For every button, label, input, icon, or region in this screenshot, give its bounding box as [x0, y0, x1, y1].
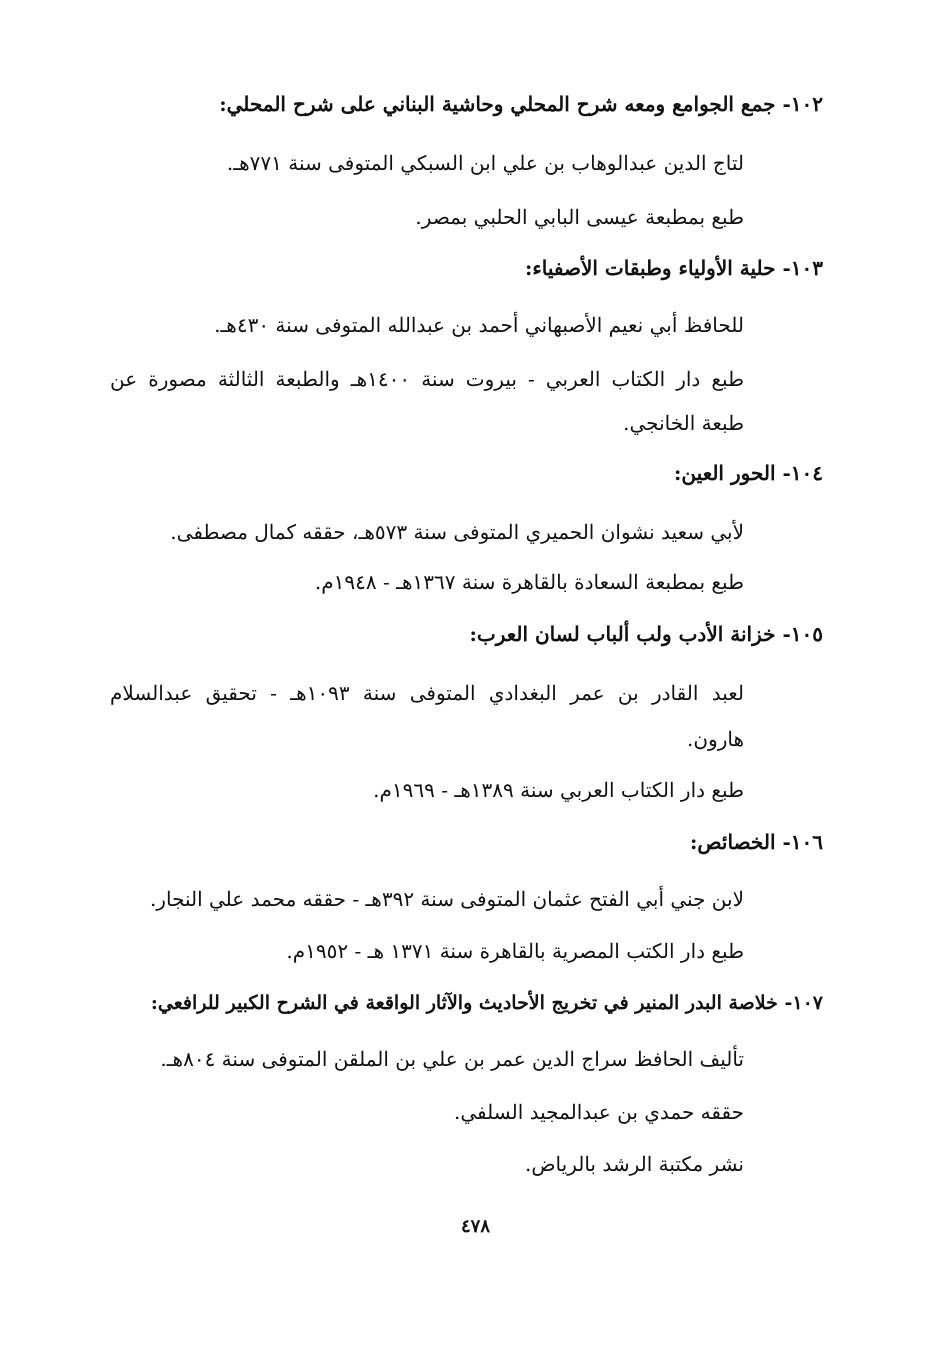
entry-line: لأبي سعيد نشوان الحميري المتوفى سنة ٥٧٣هـ، حققه كمال مصطفى. [170, 520, 744, 544]
entry-line: لتاج الدين عبدالوهاب بن علي ابن السبكي المتوفى سنة ٧٧١هـ. [226, 151, 744, 175]
entry-line: للحافظ أبي نعيم الأصبهاني أحمد بن عبدالله المتوفى سنة ٤٣٠هـ. [214, 313, 744, 337]
entry-line: نشر مكتبة الرشد بالرياض. [525, 1152, 744, 1176]
page-number: ٤٧٨ [460, 1216, 490, 1237]
entry-line: طبع دار الكتاب العربي - بيروت سنة ١٤٠٠هـ والطبعة الثالثة مصورة عن [110, 367, 744, 391]
entry-heading-105: ١٠٥- خزانة الأدب ولب ألباب لسان العرب: [469, 622, 823, 646]
entry-line: طبع بمطبعة السعادة بالقاهرة سنة ١٣٦٧هـ - ١٩٤٨م. [314, 570, 744, 594]
entry-heading-106: ١٠٦- الخصائص: [690, 830, 823, 854]
entry-line: طبع دار الكتب المصرية بالقاهرة سنة ١٣٧١ هـ - ١٩٥٢م. [286, 939, 744, 963]
entry-line: طبع دار الكتاب العربي سنة ١٣٨٩هـ - ١٩٦٩م. [373, 778, 744, 802]
entry-line: تأليف الحافظ سراج الدين عمر بن علي بن الملقن المتوفى سنة ٨٠٤هـ. [160, 1047, 744, 1071]
entry-line: حققه حمدي بن عبدالمجيد السلفي. [454, 1100, 744, 1124]
entry-line: لابن جني أبي الفتح عثمان المتوفى سنة ٣٩٢هـ - حققه محمد علي النجار. [149, 887, 744, 911]
entry-line: هارون. [686, 727, 744, 751]
entry-line: طبع بمطبعة عيسى البابي الحلبي بمصر. [415, 205, 744, 229]
entry-heading-104: ١٠٤- الحور العين: [674, 461, 823, 485]
entry-heading-103: ١٠٣- حلية الأولياء وطبقات الأصفياء: [524, 256, 823, 280]
entry-heading-107: ١٠٧- خلاصة البدر المنير في تخريج الأحاديث والآثار الواقعة في الشرح الكبير للرافعي: [150, 992, 823, 1014]
entry-line: طبعة الخانجي. [623, 411, 744, 435]
entry-line: لعبد القادر بن عمر البغدادي المتوفى سنة ١٠٩٣هـ - تحقيق عبدالسلام [110, 681, 744, 705]
entry-heading-102: ١٠٢- جمع الجوامع ومعه شرح المحلي وحاشية البناني على شرح المحلي: [219, 92, 823, 116]
